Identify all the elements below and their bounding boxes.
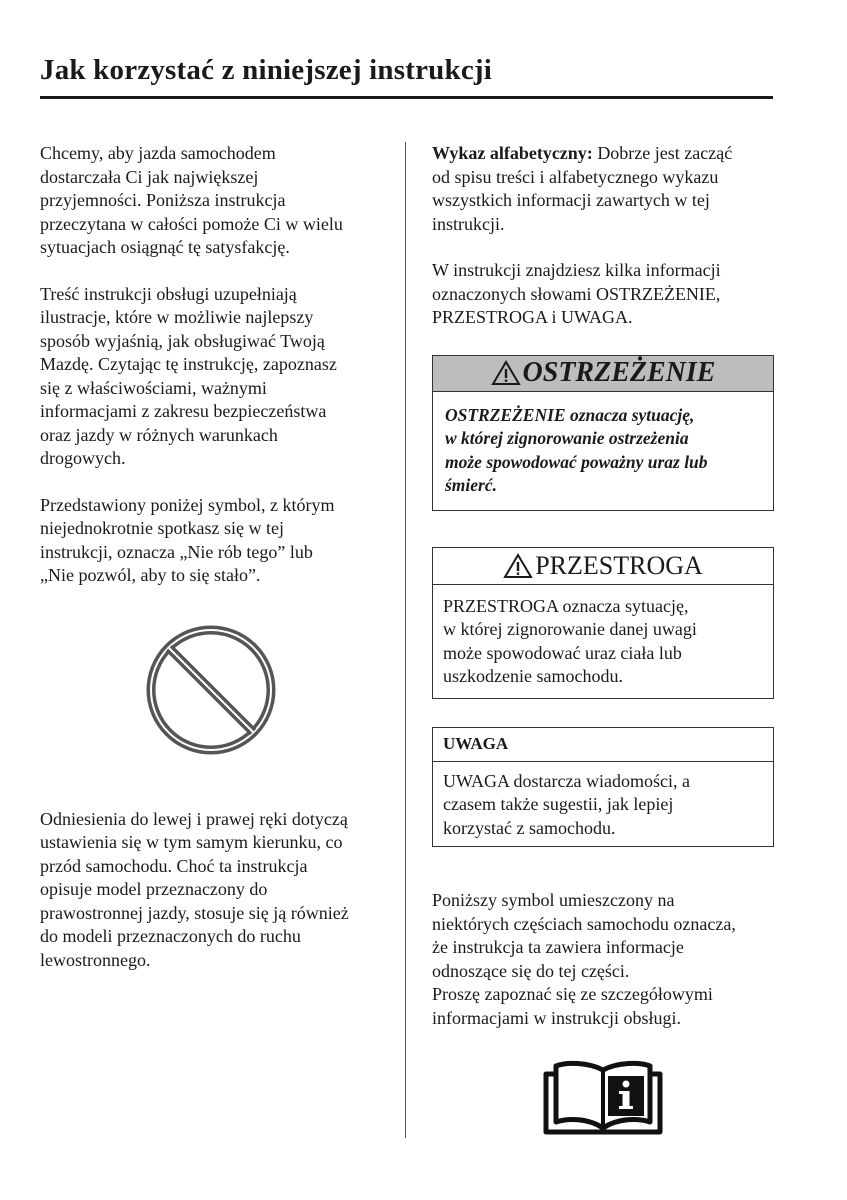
page-title: Jak korzystać z niniejszej instrukcji <box>40 54 493 86</box>
note-box <box>432 727 774 848</box>
caution-box <box>432 547 774 699</box>
warning-header <box>433 356 773 392</box>
caution-title: PRZESTROGA <box>535 550 703 580</box>
left-column <box>40 142 388 972</box>
index-paragraph: Wykaz alfabetyczny: Dobrze jest zacząć od spisu treści i alfabetycznego wykazu wszystkich informacji zawartych w tej instrukcji. <box>432 143 733 234</box>
prohibition-circle-icon <box>143 622 279 758</box>
caution-body: PRZESTROGA oznacza sytuację, w której zignorowanie danej uwagi może spowodować uraz ciała lub uszkodzenie samochodu. <box>443 595 697 686</box>
open-manual-info-icon <box>542 1056 664 1136</box>
note-header <box>433 728 773 762</box>
caution-header <box>433 548 773 585</box>
note-body: UWAGA dostarcza wiadomości, a czasem także sugestii, jak lepiej korzystać z samochodu. <box>443 770 690 838</box>
symbol-paragraph: Przedstawiony poniżej symbol, z którym niejednokrotnie spotkasz się w tej instrukcji, oznacza „Nie rób tego” lub „Nie pozwól, aby to się stało”. <box>40 494 335 585</box>
title-rule <box>40 96 773 99</box>
warning-triangle-icon <box>491 360 521 386</box>
manual-symbol-paragraph: Poniższy symbol umieszczony na niektórych częściach samochodu oznacza, że instrukcja ta zawiera informacje odnoszące się do tej części. Proszę zapoznać się ze szczegółowymi informacjami w instrukcji obsługi. <box>432 890 736 1028</box>
right-column <box>432 142 774 1136</box>
note-title: UWAGA <box>443 734 509 754</box>
direction-paragraph: Odniesienia do lewej i prawej ręki dotyczą ustawienia się w tym samym kierunku, co przód samochodu. Choć ta instrukcja opisuje model przeznaczony do prawostronnej jazdy, stosuje się ją również do modeli przeznaczonych do ruchu lewostronnego. <box>40 808 349 970</box>
column-divider <box>405 142 406 1138</box>
notice-intro-paragraph: W instrukcji znajdziesz kilka informacji oznaczonych słowami OSTRZEŻENIE, PRZESTROGA i UWAGA. <box>432 260 721 327</box>
index-label: Wykaz alfabetyczny: <box>432 143 593 163</box>
warning-triangle-icon <box>503 553 533 579</box>
intro-paragraph: Chcemy, aby jazda samochodem dostarczała Ci jak największej przyjemności. Poniższa instrukcja przeczytana w całości pomoże Ci w wielu sytuacjach osiągnąć tę satysfakcję. <box>40 143 343 257</box>
warning-title: OSTRZEŻENIE <box>522 357 716 389</box>
illustrations-paragraph: Treść instrukcji obsługi uzupełniają ilustracje, które w możliwie najlepszy sposób wyjaśnią, jak obsługiwać Twoją Mazdę. Czytając tę instrukcję, zapoznasz się z właściwościami, ważnymi informacjami z zakresu bezpieczeństwa oraz jazdy w różnych warunkach drogowych. <box>40 283 337 468</box>
warning-box <box>432 355 774 511</box>
warning-body: OSTRZEŻENIE oznacza sytuację, w której zignorowanie ostrzeżenia może spowodować poważny uraz lub śmierć. <box>445 404 708 495</box>
